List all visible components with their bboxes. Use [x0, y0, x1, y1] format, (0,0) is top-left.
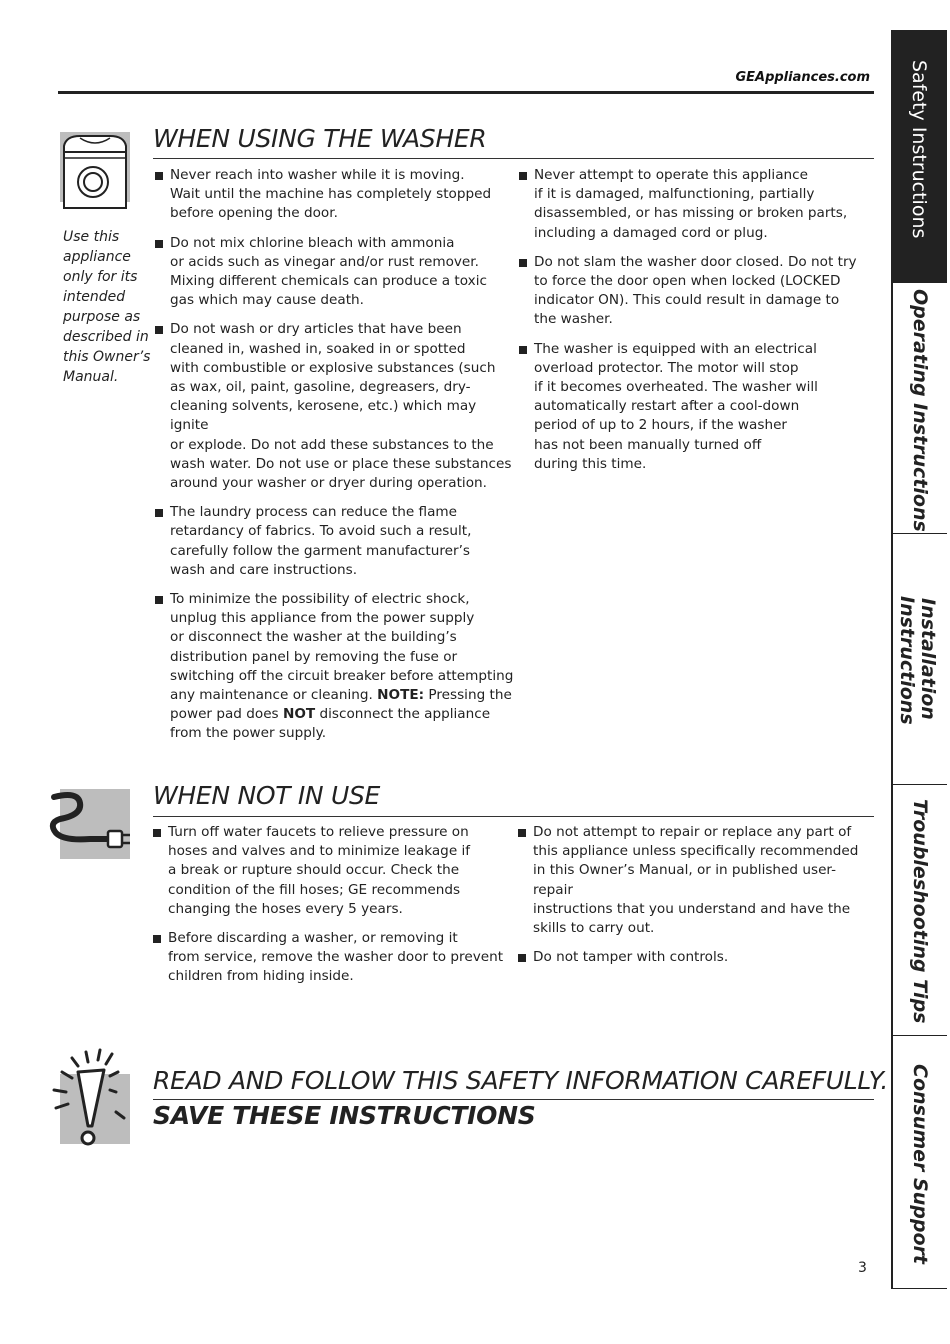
list-item: The laundry process can reduce the flame retardancy of fabrics. To avoid such a result, carefully follow the garment manufacturer’s wash and care instructions.	[155, 503, 515, 580]
usage-side-note: Use this appliance only for its intended purpose as described in this Owner’s Manual.	[63, 229, 151, 385]
section-rule	[153, 158, 874, 159]
list-item: Never reach into washer while it is moving. Wait until the machine has completely stopped before opening the door.	[155, 166, 515, 224]
list-item: The washer is equipped with an electrical overload protector. The motor will stop if it becomes overheated. The washer will automatically restart after a cool-down period of up to 2 hours, if the washer has not been manually turned off during this time.	[519, 340, 869, 474]
list-item: Do not attempt to repair or replace any part of this appliance unless specifically recommended in this Owner’s Manual, or in published user-repair instructions that you understand and have the skills to carry out.	[518, 823, 874, 938]
not-in-use-right-column	[518, 823, 874, 977]
list-item: Before discarding a washer, or removing it from service, remove the washer door to prevent children from hiding inside.	[153, 929, 515, 987]
list-item: To minimize the possibility of electric shock, unplug this appliance from the power supply or disconnect the washer at the building’s distribution panel by removing the fuse or switching off the circuit breaker before attempting any maintenance or cleaning. NOTE: Pressing the power pad does NOT disconnect the appliance from the power supply.	[155, 590, 515, 744]
section-title-using-washer: WHEN USING THE WASHER	[153, 124, 487, 153]
section-rule	[153, 1099, 874, 1100]
save-instructions-title: SAVE THESE INSTRUCTIONS	[153, 1101, 536, 1130]
list-item: Never attempt to operate this appliance if it is damaged, malfunctioning, partially disassembled, or has missing or broken parts, including a damaged cord or plug.	[519, 166, 869, 243]
list-item: Do not slam the washer door closed. Do not try to force the door open when locked (LOCKED indicator ON). This could result in damage to the washer.	[519, 253, 869, 330]
plug-icon	[60, 789, 130, 859]
using-washer-left-column	[155, 166, 515, 754]
tab-installation-instructions[interactable]: Installation Instructions	[891, 534, 947, 785]
list-item: Do not mix chlorine bleach with ammonia or acids such as vinegar and/or rust remover. Mixing different chemicals can produce a toxic gas which may cause death.	[155, 234, 515, 311]
section-title-not-in-use: WHEN NOT IN USE	[153, 781, 381, 810]
site-url[interactable]: GEAppliances.com	[735, 70, 870, 85]
header-rule	[58, 91, 874, 94]
list-item: Do not wash or dry articles that have been cleaned in, washed in, soaked in or spotted with combustible or explosive substances (such as wax, oil, paint, gasoline, degreasers, dry- cleaning solvents, kerosene, etc.) which may ignite or explode. Do not add these substances to the wash water. Do not use or place these substances around your washer or dryer during operation.	[155, 320, 515, 493]
safety-banner-line1: READ AND FOLLOW THIS SAFETY INFORMATION CAREFULLY.	[153, 1066, 889, 1095]
warning-icon	[60, 1074, 130, 1144]
page-number: 3	[858, 1260, 867, 1276]
section-rule	[153, 816, 874, 817]
washer-icon	[60, 132, 130, 202]
tab-safety-instructions[interactable]: Safety Instructions	[891, 30, 947, 283]
tab-consumer-support[interactable]: Consumer Support	[891, 1036, 947, 1289]
list-item: Turn off water faucets to relieve pressure on hoses and valves and to minimize leakage if a break or rupture should occur. Check the condition of the fill hoses; GE recommends changing the hoses every 5 years.	[153, 823, 515, 919]
list-item: Do not tamper with controls.	[518, 948, 874, 967]
tab-troubleshooting-tips[interactable]: Troubleshooting Tips	[891, 785, 947, 1036]
not-in-use-left-column	[153, 823, 515, 997]
tab-operating-instructions[interactable]: Operating Instructions	[891, 283, 947, 534]
using-washer-right-column	[519, 166, 869, 484]
